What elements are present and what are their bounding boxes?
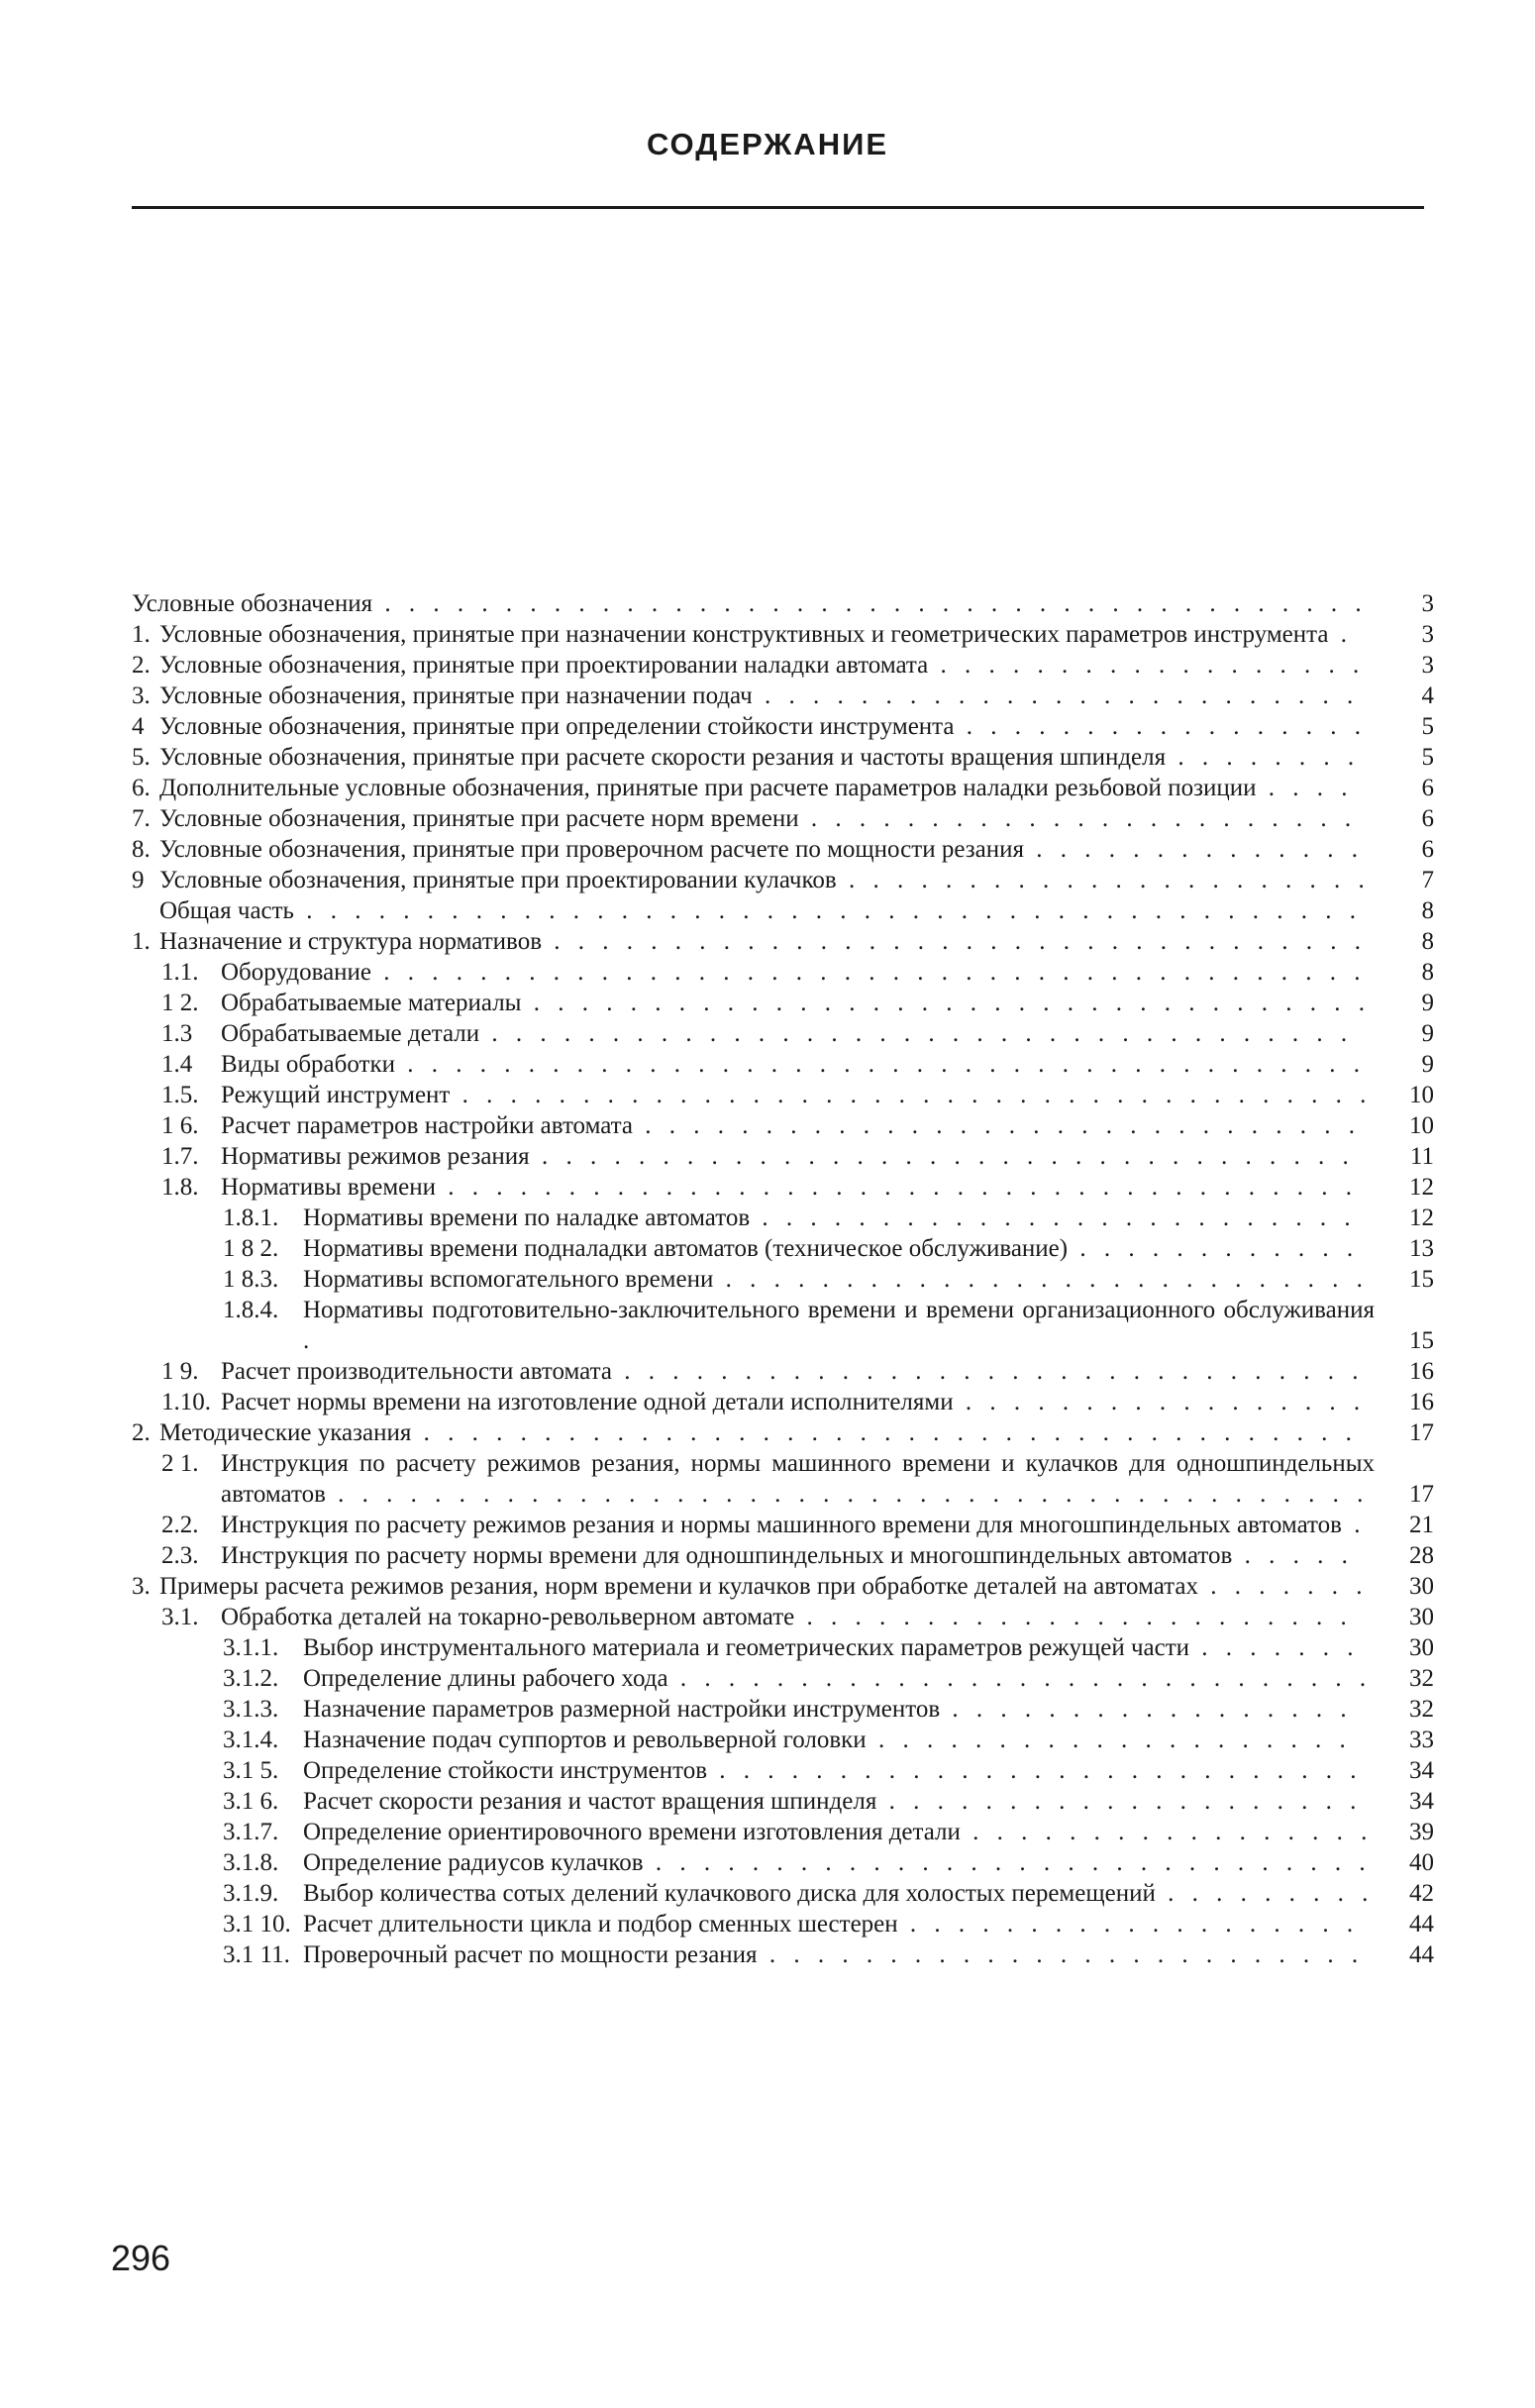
toc-entry-title <box>303 1233 1434 1264</box>
toc-entry-text: Назначение и структура нормативов <box>159 928 542 955</box>
toc-entry-text: Условные обозначения, принятые при определении стойкости инструмента <box>159 713 955 740</box>
toc-entry <box>132 1110 1434 1141</box>
toc-entry <box>132 1632 1434 1663</box>
toc-entry-page: 11 <box>1409 1143 1434 1170</box>
toc-entry-text: Нормативы подготовительно-заключительного времени и времени организационного обслуживания <box>303 1297 1375 1323</box>
dot-leader: . . . . . . . . . . . . . . . . . <box>940 1696 1353 1723</box>
toc-entry-title <box>159 1417 1434 1448</box>
toc-entry-title <box>159 742 1434 773</box>
page-number: 296 <box>111 2238 171 2278</box>
toc-entry-text: Обрабатываемые детали <box>221 1020 480 1047</box>
toc-entry-number: 3.1.9. <box>223 1880 279 1907</box>
toc-entry-page: 10 <box>1409 1112 1434 1139</box>
toc-entry-page: 12 <box>1409 1204 1434 1231</box>
dot-leader: . . . . . . . . . . . . . . . . . . . . . . . . . . . . . . . . . . <box>542 928 1367 955</box>
toc-entry-text: Условные обозначения, принятые при проверочном расчете по мощности резания <box>159 836 1024 863</box>
toc-entry-page: 17 <box>1409 1419 1434 1446</box>
title-rule <box>132 206 1424 209</box>
toc-entry-number: 2.3. <box>161 1542 199 1569</box>
toc-entry-text: Нормативы времени подналадки автоматов (техническое обслуживание) <box>303 1235 1069 1262</box>
toc-entry-page: 30 <box>1409 1634 1434 1661</box>
dot-leader: . . . . . . . . . . . . . . . . . . . . <box>876 1788 1363 1815</box>
toc-entry-number: 3.1.1. <box>223 1634 279 1661</box>
dot-leader: . . . . . . . . . . . . . . . . . . . . . . . . . . . . . . . . . . . . . . <box>436 1174 1359 1201</box>
dot-leader: . . . . . . . . . . . . . . <box>1023 836 1364 863</box>
dot-leader: . . . . . . . . . . . . . . . . . . . . . . . . . . . . . . . . . . . . . . . . . . . . <box>293 897 1362 924</box>
toc-entry <box>132 1172 1434 1203</box>
toc-entry-title <box>159 681 1434 711</box>
toc-entry-title <box>221 1049 1434 1080</box>
toc-entry-page: 9 <box>1421 1051 1434 1078</box>
toc-entry-number: 3.1 5. <box>223 1757 279 1784</box>
dot-leader: . . . . . . . . . . . . . . . . . . . . . . . . . . . . . . . . . . . . . . <box>450 1082 1373 1108</box>
toc-entry-title <box>132 588 1434 619</box>
dot-leader: . . . . . . . . . . . . <box>1068 1235 1360 1262</box>
toc-entry-text: Обрабатываемые материалы <box>221 990 522 1016</box>
toc-entry <box>132 865 1434 895</box>
dot-leader: . . . . . . . . . . . . . . . . . . . . . . <box>836 867 1371 893</box>
toc-entry-text: Нормативы режимов резания <box>221 1143 530 1170</box>
toc-entry-page: 34 <box>1409 1757 1434 1784</box>
toc-entry-number: 5. <box>132 744 151 771</box>
toc-entry <box>132 1295 1434 1356</box>
toc-entry <box>132 1141 1434 1172</box>
toc-entry-title <box>159 650 1434 681</box>
dot-leader: . . . . . . . . . . . . . . . . . . . . . . . . . . . . . . . . . . . . . . . . . <box>372 590 1368 617</box>
toc-entry-title <box>159 926 1434 957</box>
toc-entry-number: 8. <box>132 836 151 863</box>
toc-entry-text: Примеры расчета режимов резания, норм времени и кулачков при обработке деталей на автоматах <box>159 1573 1198 1600</box>
toc-entry-page: 5 <box>1421 744 1434 771</box>
toc-entry-page: 9 <box>1421 1020 1434 1047</box>
toc-entry-number: 9 <box>132 867 145 893</box>
toc-entry <box>132 803 1434 834</box>
toc-entry-number: 3. <box>132 682 151 709</box>
toc-entry-text: Условные обозначения, принятые при расчете скорости резания и частоты вращения шпинделя <box>159 744 1167 771</box>
toc-entry <box>132 1448 1434 1510</box>
toc-entry-title <box>221 1141 1434 1172</box>
dot-leader: . . . . . . . . . . . . . . . . . <box>960 1819 1374 1845</box>
toc-entry <box>132 1939 1434 1970</box>
toc-entry-page: 8 <box>1421 897 1434 924</box>
toc-entry-number: 3.1.7. <box>223 1819 279 1845</box>
toc-entry-number: 1.8. <box>161 1174 199 1201</box>
toc-entry-number: 2.2. <box>161 1512 199 1538</box>
toc-entry-number: 7. <box>132 805 151 832</box>
toc-entry-text: Назначение подач суппортов и револьверной головки <box>303 1727 867 1753</box>
dot-leader: . . . . . . . . . . . . . . . . . . . . . . . . . . . . . . . <box>611 1358 1365 1385</box>
dot-leader: . . . . . . . . . . . . . . . . . . . . . . . <box>798 805 1358 832</box>
toc-entry-title <box>303 1878 1434 1909</box>
toc-entry <box>132 681 1434 711</box>
toc-entry <box>132 1018 1434 1049</box>
toc-entry-text: Расчет параметров настройки автомата <box>221 1112 633 1139</box>
dot-leader: . . . . . . . . . . . . . . . . . . . . . . . <box>794 1604 1353 1630</box>
toc-entry <box>132 1510 1434 1540</box>
toc-entry-number: 1 2. <box>161 990 199 1016</box>
toc-entry-text: Методические указания <box>159 1419 412 1446</box>
toc-entry-title <box>221 957 1434 988</box>
toc-entry-number: 1.3 <box>161 1020 193 1047</box>
toc-entry-text: Общая часть <box>159 897 294 924</box>
dot-leader: . . . . . . . . <box>1166 744 1361 771</box>
toc-entry <box>132 1786 1434 1817</box>
toc-entry <box>132 1264 1434 1295</box>
toc-entry-page: 4 <box>1421 682 1434 709</box>
toc-entry <box>132 1663 1434 1694</box>
toc-entry <box>132 1817 1434 1847</box>
toc-entry <box>132 957 1434 988</box>
dot-leader: . . . . . . . . . . . . . . . . . . . . . . . . . . . . . . . . . . . . . . . . <box>394 1051 1366 1078</box>
toc-entry-number: 2. <box>132 1419 151 1446</box>
toc-entry-page: 30 <box>1409 1604 1434 1630</box>
toc-entry-title <box>303 1663 1434 1694</box>
toc-entry-page: 13 <box>1409 1235 1434 1262</box>
toc-entry-title <box>159 865 1434 895</box>
toc-entry <box>132 895 1434 926</box>
toc-entry <box>132 1387 1434 1417</box>
toc-entry-title <box>159 803 1434 834</box>
toc-entry-number: 1.8.1. <box>223 1204 279 1231</box>
toc-entry-title <box>221 1356 1434 1387</box>
toc-entry-text: Условные обозначения, принятые при назначении конструктивных и геометрических параметров инструмента <box>159 621 1329 648</box>
toc-entry-number: 6. <box>132 775 151 801</box>
toc-entry-text: Расчет производительности автомата <box>221 1358 612 1385</box>
toc-entry <box>132 773 1434 803</box>
toc-entry <box>132 1571 1434 1602</box>
toc-entry-number: 1.5. <box>161 1082 199 1108</box>
toc-entry-page: 33 <box>1409 1727 1434 1753</box>
toc-entry-page: 16 <box>1409 1358 1434 1385</box>
toc-entry-page: 12 <box>1409 1174 1434 1201</box>
toc-entry <box>132 1540 1434 1571</box>
toc-entry-title <box>303 1203 1434 1233</box>
toc-entry-number: 3.1.3. <box>223 1696 279 1723</box>
dot-leader: . . . . . . . . . . . . . . . . . . . . . . . . . <box>757 1941 1365 1968</box>
toc-entry-text: Определение радиусов кулачков <box>303 1849 644 1876</box>
toc-entry <box>132 1080 1434 1110</box>
toc-entry-page: 6 <box>1421 775 1434 801</box>
toc-entry-page: 15 <box>1409 1327 1434 1354</box>
toc-entry-text: Дополнительные условные обозначения, принятые при расчете параметров наладки резьбовой позиции <box>159 775 1257 801</box>
toc-entry-title <box>303 1786 1434 1817</box>
toc-entry-title <box>303 1939 1434 1970</box>
toc-entry-number: 1.1. <box>161 959 199 986</box>
toc-entry-number: 2 1. <box>161 1450 199 1477</box>
toc-entry-number: 1.10. <box>161 1389 211 1415</box>
toc-entry-number: 3.1.8. <box>223 1849 279 1876</box>
toc-entry-number: 3. <box>132 1573 151 1600</box>
table-of-contents <box>132 588 1434 1970</box>
toc-entry-title <box>303 1725 1434 1755</box>
toc-entry-title <box>303 1755 1434 1786</box>
dot-leader: . . . . . . . . . . . . . . . . . . . . . . . . . . . . . . . . . . . . . . . <box>411 1419 1358 1446</box>
toc-entry-title <box>303 1264 1434 1295</box>
toc-entry <box>132 650 1434 681</box>
dot-leader: . . . . . . . . . . . . . . . . . . . <box>897 1911 1360 1937</box>
toc-entry-page: 15 <box>1409 1266 1434 1293</box>
dot-leader: . . . . . . . . . . . . . . . . . . . . . . . . . . . <box>713 1266 1369 1293</box>
toc-entry-page: 9 <box>1421 990 1434 1016</box>
toc-entry <box>132 1755 1434 1786</box>
toc-entry-title <box>221 1387 1434 1417</box>
toc-entry-title <box>159 619 1434 650</box>
dot-leader: . . . . . . . <box>1189 1634 1360 1661</box>
toc-entry-page: 3 <box>1421 590 1434 617</box>
toc-entry-page: 3 <box>1421 621 1434 648</box>
toc-entry-number: 1.8.4. <box>223 1297 279 1323</box>
toc-entry-page: 32 <box>1409 1665 1434 1692</box>
toc-entry-title <box>159 834 1434 865</box>
toc-entry-title <box>303 1694 1434 1725</box>
toc-entry-text: Условные обозначения, принятые при проектировании наладки автомата <box>159 652 929 679</box>
toc-entry-text: Условные обозначения, принятые при проектировании кулачков <box>159 867 837 893</box>
toc-entry-number: 1. <box>132 621 151 648</box>
toc-entry-title <box>303 1847 1434 1878</box>
toc-entry-text: Определение стойкости инструментов <box>303 1757 708 1784</box>
toc-entry-title <box>221 1540 1434 1571</box>
toc-entry-number: 1 6. <box>161 1112 199 1139</box>
toc-entry-title <box>221 1602 1434 1632</box>
toc-entry-page: 10 <box>1409 1082 1434 1108</box>
dot-leader: . . . . . . . . . . . . . . . . . <box>953 1389 1367 1415</box>
toc-entry-page: 3 <box>1421 652 1434 679</box>
toc-entry-page: 39 <box>1409 1819 1434 1845</box>
toc-entry-number: 1 8 2. <box>223 1235 279 1262</box>
toc-entry-text: Нормативы вспомогательного времени <box>303 1266 714 1293</box>
toc-entry-page: 32 <box>1409 1696 1434 1723</box>
toc-entry-title <box>221 1018 1434 1049</box>
toc-entry-page: 34 <box>1409 1788 1434 1815</box>
toc-entry-page: 16 <box>1409 1389 1434 1415</box>
toc-entry-number: 3.1 6. <box>223 1788 279 1815</box>
dot-leader: . . . . . . . . . . . . . . . . . . . . . . . . . <box>750 1204 1357 1231</box>
toc-entry-number: 1 8.3. <box>223 1266 279 1293</box>
dot-leader: . . . . . . . <box>1198 1573 1369 1600</box>
toc-entry-text: Инструкция по расчету режимов резания и нормы машинного времени для многошпиндельных автоматов <box>221 1512 1342 1538</box>
toc-entry <box>132 1233 1434 1264</box>
toc-entry-number: 1.7. <box>161 1143 199 1170</box>
toc-entry-number: 3.1 11. <box>223 1941 290 1968</box>
toc-entry-page: 8 <box>1421 928 1434 955</box>
toc-entry-title <box>221 1510 1434 1540</box>
toc-entry-number: 3.1.2. <box>223 1665 279 1692</box>
toc-entry-page: 42 <box>1409 1880 1434 1907</box>
toc-entry <box>132 588 1434 619</box>
dot-leader: . . . . . . . . . . . . . . . . . . . . . . . . . . . . . <box>667 1665 1373 1692</box>
toc-entry-title <box>221 1110 1434 1141</box>
toc-entry-page: 7 <box>1421 867 1434 893</box>
toc-entry-title <box>303 1295 1434 1356</box>
dot-leader: . <box>303 1327 316 1354</box>
toc-entry-page: 40 <box>1409 1849 1434 1876</box>
toc-entry <box>132 1909 1434 1939</box>
toc-entry-number: 2. <box>132 652 151 679</box>
toc-entry-title <box>221 1448 1434 1510</box>
toc-entry-text: Условные обозначения, принятые при назначении подач <box>159 682 753 709</box>
toc-entry-number: 1.4 <box>161 1051 193 1078</box>
toc-entry-title <box>303 1632 1434 1663</box>
toc-entry-text: Проверочный расчет по мощности резания <box>303 1941 758 1968</box>
toc-entry-text: Нормативы времени <box>221 1174 437 1201</box>
dot-leader: . . . . <box>1256 775 1354 801</box>
toc-entry-text: Расчет скорости резания и частот вращения шпинделя <box>303 1788 877 1815</box>
dot-leader: . . . . . . . . . . . . . . . . . . <box>928 652 1366 679</box>
toc-entry-number: 1. <box>132 928 151 955</box>
toc-entry <box>132 1203 1434 1233</box>
toc-entry-text: Выбор количества сотых делений кулачкового диска для холостых перемещений <box>303 1880 1156 1907</box>
toc-entry-text: Выбор инструментального материала и геометрических параметров режущей части <box>303 1634 1190 1661</box>
toc-entry <box>132 834 1434 865</box>
dot-leader: . . . . . . . . . . . . . . . . . <box>954 713 1367 740</box>
toc-entry-title <box>159 711 1434 742</box>
toc-entry <box>132 1725 1434 1755</box>
toc-entry-text: Расчет нормы времени на изготовление одной детали исполнителями <box>221 1389 954 1415</box>
dot-leader: . . . . . . . . . <box>1155 1880 1375 1907</box>
toc-entry <box>132 1356 1434 1387</box>
toc-entry-text: Условные обозначения, принятые при расчете норм времени <box>159 805 799 832</box>
toc-entry <box>132 742 1434 773</box>
dot-leader: . . . . . . . . . . . . . . . . . . . . . . . . . <box>752 682 1360 709</box>
page-title: СОДЕРЖАНИЕ <box>646 127 889 161</box>
toc-entry-title <box>221 1080 1434 1110</box>
toc-entry-text: Определение ориентировочного времени изготовления детали <box>303 1819 961 1845</box>
dot-leader: . . . . . . . . . . . . . . . . . . . . . . . . . . . . . . . . . . . . . . . . . <box>371 959 1367 986</box>
toc-entry-title <box>221 988 1434 1018</box>
toc-entry <box>132 926 1434 957</box>
toc-entry-text: Расчет длительности цикла и подбор сменных шестерен <box>303 1911 898 1937</box>
dot-leader: . . . . . . . . . . . . . . . . . . . . . . . . . . . . . . <box>633 1112 1361 1139</box>
toc-entry-text: Режущий инструмент <box>221 1082 451 1108</box>
toc-entry-text: Назначение параметров размерной настройки инструментов <box>303 1696 941 1723</box>
toc-entry <box>132 988 1434 1018</box>
toc-entry-page: 6 <box>1421 805 1434 832</box>
dot-leader: . <box>1328 621 1353 648</box>
toc-entry-page: 17 <box>1409 1481 1434 1508</box>
toc-entry-text: Условные обозначения <box>132 590 373 617</box>
toc-entry-text: Определение длины рабочего хода <box>303 1665 668 1692</box>
dot-leader: . <box>1341 1512 1367 1538</box>
toc-entry-text: Нормативы времени по наладке автоматов <box>303 1204 751 1231</box>
dot-leader: . . . . . . . . . . . . . . . . . . . . . . . . . . . . . . . . . . . <box>521 990 1371 1016</box>
toc-entry <box>132 711 1434 742</box>
toc-entry-page: 21 <box>1409 1512 1434 1538</box>
toc-entry <box>132 1847 1434 1878</box>
toc-entry-number: 4 <box>132 713 145 740</box>
toc-entry-page: 30 <box>1409 1573 1434 1600</box>
toc-entry-text: Виды обработки <box>221 1051 395 1078</box>
toc-entry <box>132 1417 1434 1448</box>
toc-entry-title <box>159 1571 1434 1602</box>
toc-entry <box>132 1049 1434 1080</box>
toc-entry <box>132 619 1434 650</box>
toc-entry <box>132 1878 1434 1909</box>
toc-entry-title <box>159 773 1434 803</box>
toc-entry-text: Оборудование <box>221 959 372 986</box>
toc-entry-number: 3.1.4. <box>223 1727 279 1753</box>
toc-entry-title <box>303 1817 1434 1847</box>
toc-entry-page: 5 <box>1421 713 1434 740</box>
toc-entry-text: Обработка деталей на токарно-револьверном автомате <box>221 1604 795 1630</box>
toc-entry-page: 8 <box>1421 959 1434 986</box>
dot-leader: . . . . . . . . . . . . . . . . . . . . . . . . . . . . . . . . . . . . . . . . . . . <box>325 1481 1370 1508</box>
toc-entry-page: 28 <box>1409 1542 1434 1569</box>
toc-entry-number: 3.1. <box>161 1604 199 1630</box>
dot-leader: . . . . . . . . . . . . . . . . . . . . . . . . . . . <box>707 1757 1363 1784</box>
toc-entry-page: 6 <box>1421 836 1434 863</box>
toc-entry-title <box>303 1909 1434 1939</box>
toc-entry-page: 44 <box>1409 1941 1434 1968</box>
dot-leader: . . . . . . . . . . . . . . . . . . . . . . . . . . . . . . . . . . <box>529 1143 1355 1170</box>
toc-entry <box>132 1694 1434 1725</box>
toc-entry-text: Инструкция по расчету режимов резания, нормы машинного времени и кулачков для одношпиндельных автоматов <box>221 1450 1375 1508</box>
toc-entry-title <box>159 895 1434 926</box>
dot-leader: . . . . . . . . . . . . . . . . . . . . <box>866 1727 1352 1753</box>
toc-entry-page: 44 <box>1409 1911 1434 1937</box>
dot-leader: . . . . . <box>1232 1542 1354 1569</box>
toc-entry-text: Инструкция по расчету нормы времени для одношпиндельных и многошпиндельных автоматов <box>221 1542 1233 1569</box>
toc-entry-title <box>221 1172 1434 1203</box>
dot-leader: . . . . . . . . . . . . . . . . . . . . . . . . . . . . . . <box>643 1849 1372 1876</box>
toc-entry-number: 3.1 10. <box>223 1911 291 1937</box>
toc-entry-number: 1 9. <box>161 1358 199 1385</box>
toc-entry <box>132 1602 1434 1632</box>
dot-leader: . . . . . . . . . . . . . . . . . . . . . . . . . . . . . . . . . . . . <box>479 1020 1354 1047</box>
